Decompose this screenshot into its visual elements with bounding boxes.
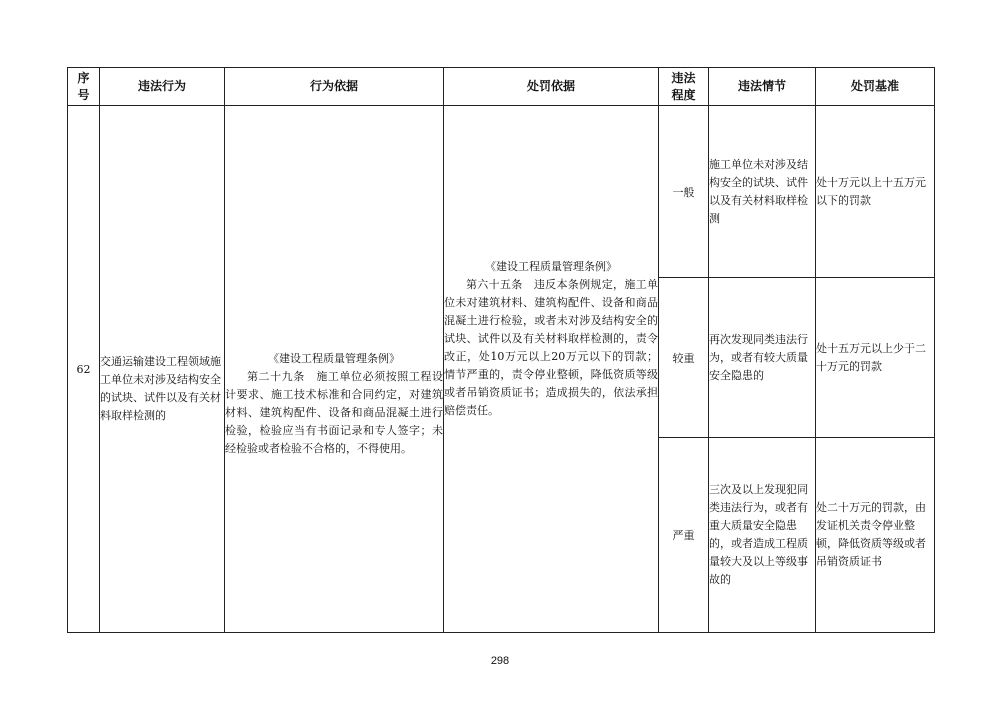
header-violation: 违法行为 bbox=[100, 68, 225, 106]
header-penalty-basis: 处罚依据 bbox=[444, 68, 659, 106]
circumstance-general: 施工单位未对涉及结构安全的试块、试件以及有关材料取样检测 bbox=[709, 106, 816, 278]
degree-general: 一般 bbox=[659, 106, 709, 278]
standard-serious: 处十五万元以上少于二十万元的罚款 bbox=[816, 278, 935, 438]
circumstance-serious: 再次发现同类违法行为，或者有较大质量安全隐患的 bbox=[709, 278, 816, 438]
standard-severe: 处二十万元的罚款，由发证机关责令停业整顿，降低资质等级或者吊销资质证书 bbox=[816, 438, 935, 633]
penalty-table bbox=[67, 67, 935, 633]
circumstance-severe: 三次及以上发现犯同类违法行为，或者有重大质量安全隐患的，或者造成工程质量较大及以上等级事故的 bbox=[709, 438, 816, 633]
table-row bbox=[68, 106, 935, 278]
act-basis-title: 《建设工程质量管理条例》 bbox=[268, 352, 400, 365]
penalty-basis-title: 《建设工程质量管理条例》 bbox=[485, 260, 617, 273]
degree-severe: 严重 bbox=[659, 438, 709, 633]
header-seq: 序号 bbox=[68, 68, 100, 106]
row-violation: 交通运输建设工程领域施工单位未对涉及结构安全的试块、试件以及有关材料取样检测的 bbox=[100, 106, 225, 633]
header-act-basis: 行为依据 bbox=[225, 68, 444, 106]
row-seq: 62 bbox=[68, 106, 100, 633]
header-standard: 处罚基准 bbox=[816, 68, 935, 106]
degree-serious: 较重 bbox=[659, 278, 709, 438]
header-circumstance: 违法情节 bbox=[709, 68, 816, 106]
standard-general: 处十万元以上十五万元以下的罚款 bbox=[816, 106, 935, 278]
row-penalty-basis bbox=[444, 106, 659, 633]
header-degree: 违法程度 bbox=[659, 68, 709, 106]
act-basis-body: 第二十九条 施工单位必须按照工程设计要求、施工技术标准和合同约定，对建筑材料、建筑构配件、设备和商品混凝土进行检验，检验应当有书面记录和专人签字；未经检验或者检验不合格的，不得使用。 bbox=[225, 370, 443, 455]
header-row bbox=[68, 68, 935, 106]
row-act-basis bbox=[225, 106, 444, 633]
penalty-basis-body: 第六十五条 违反本条例规定，施工单位未对建筑材料、建筑构配件、设备和商品混凝土进行检验，或者未对涉及结构安全的试块、试件以及有关材料取样检测的，责令改正，处10万元以上20万元以下的罚款；情节严重的，责令停业整顿，降低资质等级或者吊销资质证书；造成损失的，依法承担赔偿责任。 bbox=[444, 278, 658, 417]
page-number: 298 bbox=[490, 655, 510, 667]
